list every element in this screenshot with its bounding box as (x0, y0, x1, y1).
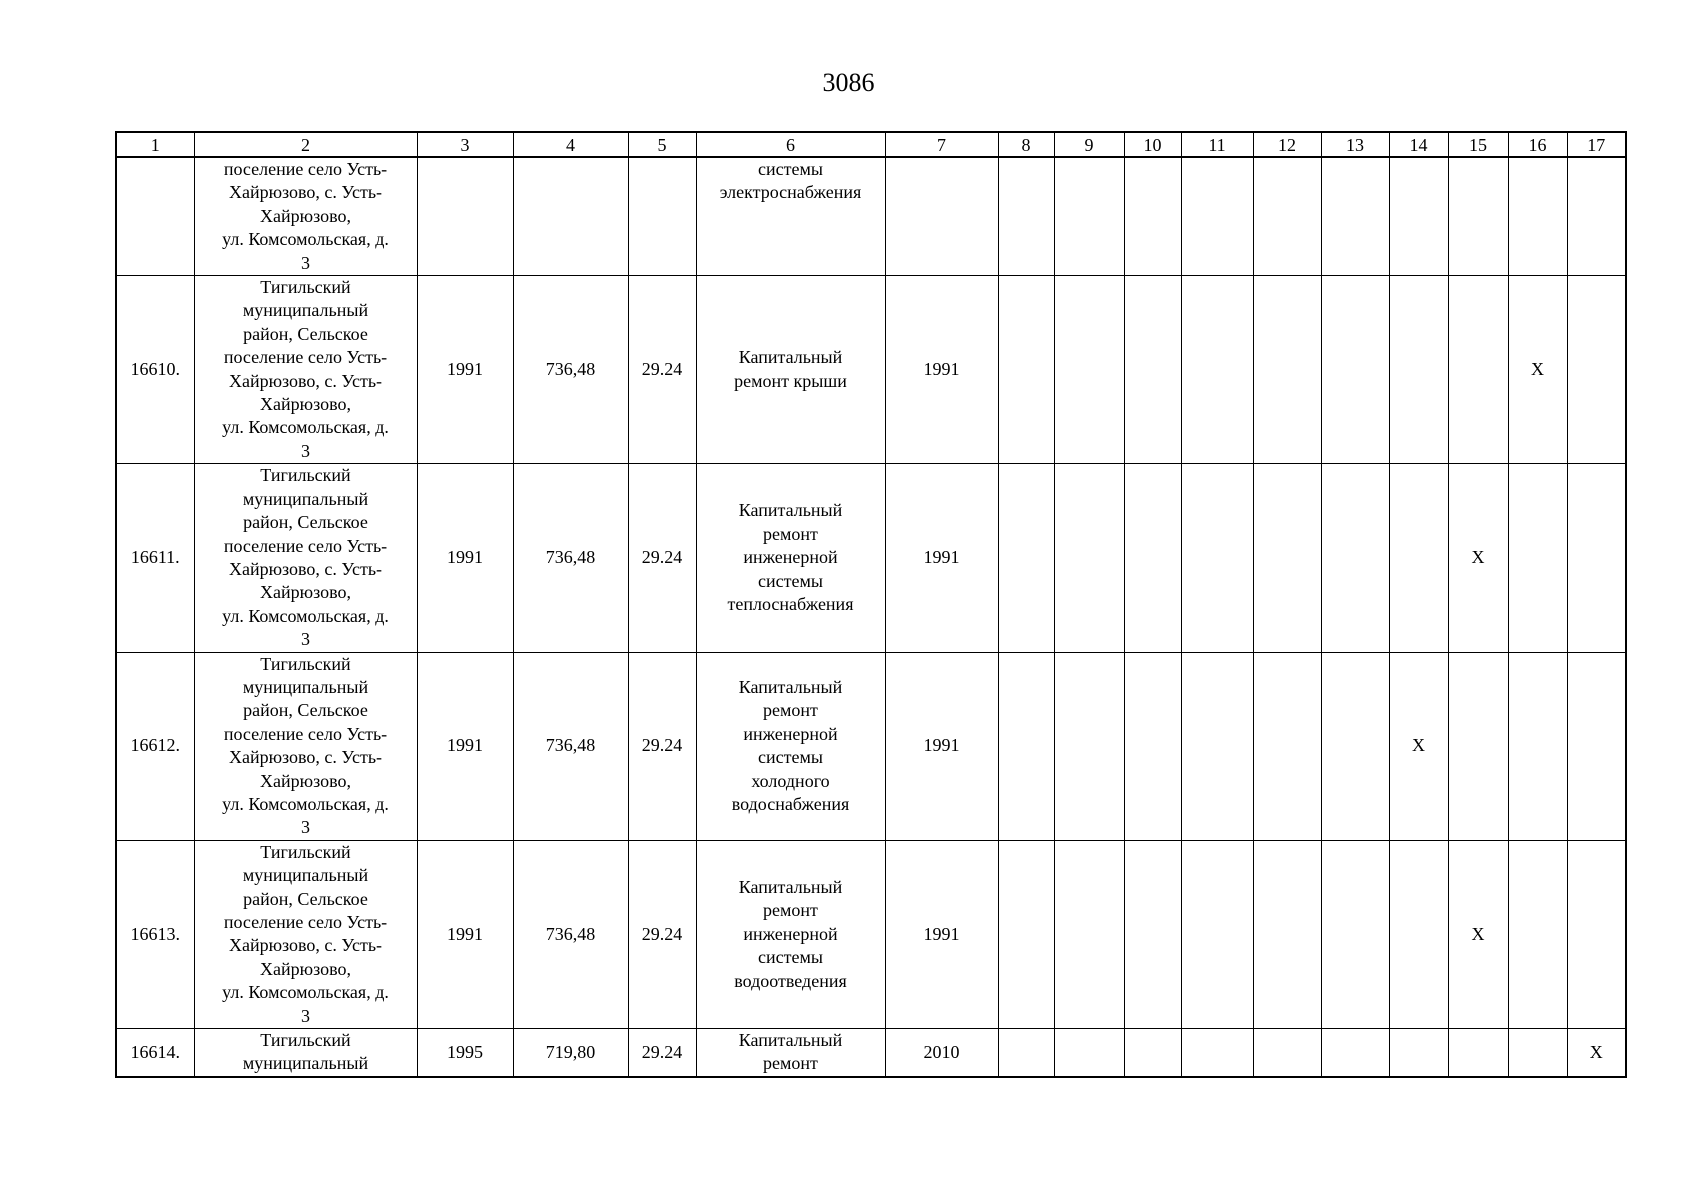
column-number: 9 (1054, 132, 1124, 157)
row-rate (628, 157, 696, 276)
row-cell-col11 (1181, 840, 1253, 1028)
row-mark-col15 (1448, 652, 1508, 840)
row-cell-col11 (1181, 464, 1253, 652)
row-cell-col13 (1321, 157, 1389, 276)
row-mark-col17 (1567, 652, 1626, 840)
row-area: 736,48 (513, 840, 628, 1028)
row-cell-col13 (1321, 276, 1389, 464)
row-id: 16613. (116, 840, 194, 1028)
row-mark-col14 (1389, 464, 1448, 652)
row-cell-col13 (1321, 652, 1389, 840)
row-cell-col12 (1253, 464, 1321, 652)
row-year-built: 1991 (417, 464, 513, 652)
row-rate: 29.24 (628, 276, 696, 464)
row-cell-col10 (1124, 840, 1181, 1028)
capital-repair-table (115, 131, 1627, 1078)
row-year-built: 1991 (417, 840, 513, 1028)
row-cell-col8 (998, 464, 1054, 652)
row-address: Тигильский муниципальный район, Сельское поселение село Усть- Хайрюзово, с. Усть- Хайрюзово, ул. Комсомольская, д. 3 (194, 652, 417, 840)
column-number: 4 (513, 132, 628, 157)
row-last-repair-year: 1991 (885, 840, 998, 1028)
row-mark-col15 (1448, 276, 1508, 464)
row-id: 16610. (116, 276, 194, 464)
row-last-repair-year: 1991 (885, 464, 998, 652)
row-cell-col10 (1124, 276, 1181, 464)
row-mark-col17 (1567, 276, 1626, 464)
row-cell-col10 (1124, 464, 1181, 652)
column-number: 13 (1321, 132, 1389, 157)
row-cell-col9 (1054, 840, 1124, 1028)
row-cell-col10 (1124, 157, 1181, 276)
row-last-repair-year: 1991 (885, 652, 998, 840)
row-cell-col12 (1253, 1029, 1321, 1078)
row-work-type: Капитальный ремонт инженерной системы холодного водоснабжения (696, 652, 885, 840)
row-mark-col17: X (1567, 1029, 1626, 1078)
column-number: 15 (1448, 132, 1508, 157)
row-cell-col9 (1054, 1029, 1124, 1078)
row-area: 736,48 (513, 464, 628, 652)
row-address: Тигильский муниципальный район, Сельское поселение село Усть- Хайрюзово, с. Усть- Хайрюзово, ул. Комсомольская, д. 3 (194, 840, 417, 1028)
row-cell-col10 (1124, 652, 1181, 840)
row-work-type: Капитальный ремонт (696, 1029, 885, 1078)
row-area: 719,80 (513, 1029, 628, 1078)
row-cell-col12 (1253, 276, 1321, 464)
row-cell-col9 (1054, 464, 1124, 652)
table-row (116, 840, 1626, 1028)
row-cell-col12 (1253, 652, 1321, 840)
row-cell-col8 (998, 652, 1054, 840)
row-mark-col16 (1508, 157, 1567, 276)
row-cell-col10 (1124, 1029, 1181, 1078)
row-address: Тигильский муниципальный район, Сельское поселение село Усть- Хайрюзово, с. Усть- Хайрюзово, ул. Комсомольская, д. 3 (194, 464, 417, 652)
row-mark-col14 (1389, 840, 1448, 1028)
row-area: 736,48 (513, 276, 628, 464)
row-mark-col16 (1508, 1029, 1567, 1078)
row-last-repair-year: 1991 (885, 276, 998, 464)
column-number: 10 (1124, 132, 1181, 157)
row-cell-col9 (1054, 157, 1124, 276)
row-area (513, 157, 628, 276)
row-cell-col13 (1321, 464, 1389, 652)
row-last-repair-year: 2010 (885, 1029, 998, 1078)
row-cell-col8 (998, 840, 1054, 1028)
column-number: 6 (696, 132, 885, 157)
column-number-row (116, 132, 1626, 157)
row-cell-col9 (1054, 652, 1124, 840)
row-mark-col15 (1448, 157, 1508, 276)
row-mark-col14 (1389, 276, 1448, 464)
row-cell-col11 (1181, 157, 1253, 276)
row-year-built: 1991 (417, 652, 513, 840)
row-cell-col13 (1321, 1029, 1389, 1078)
column-number: 14 (1389, 132, 1448, 157)
row-mark-col17 (1567, 464, 1626, 652)
row-cell-col12 (1253, 157, 1321, 276)
row-mark-col17 (1567, 157, 1626, 276)
row-cell-col8 (998, 1029, 1054, 1078)
table-row-continued (116, 157, 1626, 276)
row-last-repair-year (885, 157, 998, 276)
row-work-type: Капитальный ремонт инженерной системы водоотведения (696, 840, 885, 1028)
row-address: Тигильский муниципальный (194, 1029, 417, 1078)
row-address: поселение село Усть- Хайрюзово, с. Усть- Хайрюзово, ул. Комсомольская, д. 3 (194, 157, 417, 276)
row-year-built: 1995 (417, 1029, 513, 1078)
row-cell-col9 (1054, 276, 1124, 464)
row-mark-col15 (1448, 1029, 1508, 1078)
row-year-built (417, 157, 513, 276)
row-cell-col11 (1181, 652, 1253, 840)
row-id (116, 157, 194, 276)
column-number: 3 (417, 132, 513, 157)
row-area: 736,48 (513, 652, 628, 840)
table-row (116, 464, 1626, 652)
column-number: 17 (1567, 132, 1626, 157)
row-mark-col16 (1508, 840, 1567, 1028)
row-cell-col8 (998, 157, 1054, 276)
row-mark-col16: X (1508, 276, 1567, 464)
page-number: 3086 (822, 68, 875, 97)
row-cell-col11 (1181, 276, 1253, 464)
table-row (116, 652, 1626, 840)
row-mark-col14: X (1389, 652, 1448, 840)
row-rate: 29.24 (628, 652, 696, 840)
row-mark-col16 (1508, 464, 1567, 652)
row-work-type: Капитальный ремонт крыши (696, 276, 885, 464)
table-row (116, 276, 1626, 464)
row-rate: 29.24 (628, 1029, 696, 1078)
row-rate: 29.24 (628, 464, 696, 652)
row-work-type: системы электроснабжения (696, 157, 885, 276)
row-mark-col15: X (1448, 840, 1508, 1028)
row-cell-col13 (1321, 840, 1389, 1028)
row-address: Тигильский муниципальный район, Сельское поселение село Усть- Хайрюзово, с. Усть- Хайрюзово, ул. Комсомольская, д. 3 (194, 276, 417, 464)
row-cell-col12 (1253, 840, 1321, 1028)
row-mark-col14 (1389, 157, 1448, 276)
row-mark-col15: X (1448, 464, 1508, 652)
row-cell-col8 (998, 276, 1054, 464)
row-cell-col11 (1181, 1029, 1253, 1078)
row-id: 16611. (116, 464, 194, 652)
column-number: 11 (1181, 132, 1253, 157)
column-number: 5 (628, 132, 696, 157)
column-number: 16 (1508, 132, 1567, 157)
row-mark-col16 (1508, 652, 1567, 840)
row-id: 16612. (116, 652, 194, 840)
row-mark-col14 (1389, 1029, 1448, 1078)
column-number: 2 (194, 132, 417, 157)
row-id: 16614. (116, 1029, 194, 1078)
column-number: 7 (885, 132, 998, 157)
table-row (116, 1029, 1626, 1078)
row-year-built: 1991 (417, 276, 513, 464)
column-number: 12 (1253, 132, 1321, 157)
row-work-type: Капитальный ремонт инженерной системы теплоснабжения (696, 464, 885, 652)
row-mark-col17 (1567, 840, 1626, 1028)
column-number: 8 (998, 132, 1054, 157)
row-rate: 29.24 (628, 840, 696, 1028)
column-number: 1 (116, 132, 194, 157)
